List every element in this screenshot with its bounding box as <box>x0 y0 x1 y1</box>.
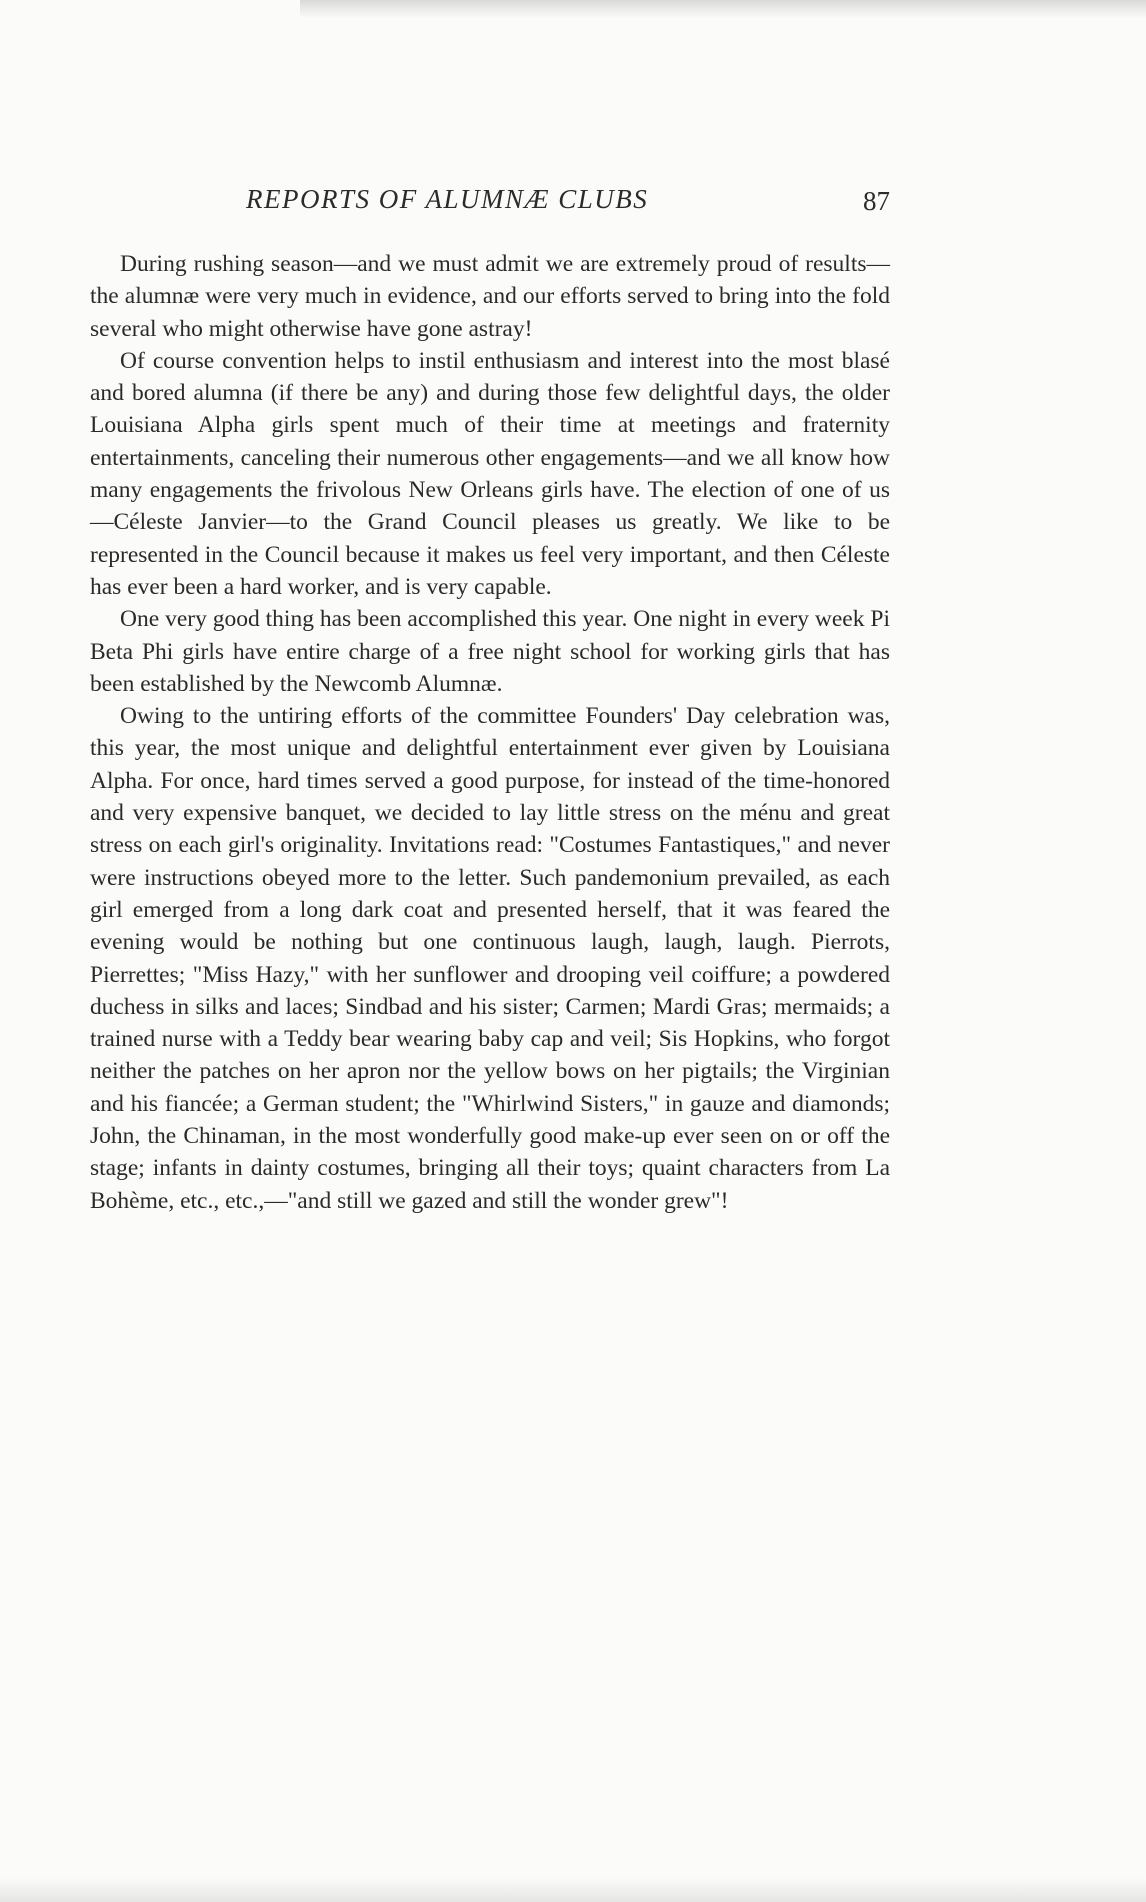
running-title: REPORTS OF ALUMNÆ CLUBS <box>246 184 649 214</box>
scan-edge-shadow <box>300 0 1146 18</box>
page-number: 87 <box>863 186 890 216</box>
paragraph-night-school: One very good thing has been accomplished this year. One night in every week Pi Beta Phi girls have entire charge of a free night school for working girls that has been established by the Newcomb Alumnæ. <box>90 606 890 697</box>
paragraph-founders-day: Owing to the untiring efforts of the committee Founders' Day celebration was, this year, the most unique and delightful entertainment ever given by Louisiana Alpha. For once, hard times served a good purpose, for instead of the time-honored and very expensive banquet, we decided to lay little stress on the ménu and great stress on each girl's originality. Invitations read: "Costumes Fantastiques," and never were instructions obeyed more to the letter. Such pandemonium prevailed, as each girl emerged from a long dark coat and presented herself, that it was feared the evening would be nothing but one continuous laugh, laugh, laugh. Pierrots, Pierrettes; "Miss Hazy," with her sunflower and drooping veil coiffure; a powdered duchess in silks and laces; Sindbad and his sister; Carmen; Mardi Gras; mermaids; a trained nurse with a Teddy bear wearing baby cap and veil; Sis Hopkins, who forgot neither the patches on her apron nor the yellow bows on her pigtails; the Virginian and his fiancée; a German student; the "Whirlwind Sisters," in gauze and diamonds; John, the Chinaman, in the most wonderfully good make-up ever seen on or off the stage; infants in dainty costumes, bringing all their toys; quaint characters from La Bohème, etc., etc.,—"and still we gazed and still the wonder grew"! <box>90 703 890 1214</box>
paragraph-convention: Of course convention helps to instil enthusiasm and interest into the most blasé and bored alumna (if there be any) and during those few delightful days, the older Louisiana Alpha girls spent much of their time at meetings and fraternity entertainments, canceling their numerous other engagements—and we all know how many engagements the frivolous New Orleans girls have. The election of one of us—Céleste Janvier—to the Grand Council pleases us greatly. We like to be represented in the Council because it makes us feel very important, and then Céleste has ever been a hard worker, and is very capable. <box>90 347 890 600</box>
page-header <box>90 184 890 224</box>
scan-bottom-shadow <box>0 1878 1146 1902</box>
body-text <box>90 248 890 1217</box>
paragraph-rushing-season: During rushing season—and we must admit we are extremely proud of results—the alumnæ were very much in evidence, and our efforts served to bring into the fold several who might otherwise have gone astray! <box>90 251 890 342</box>
